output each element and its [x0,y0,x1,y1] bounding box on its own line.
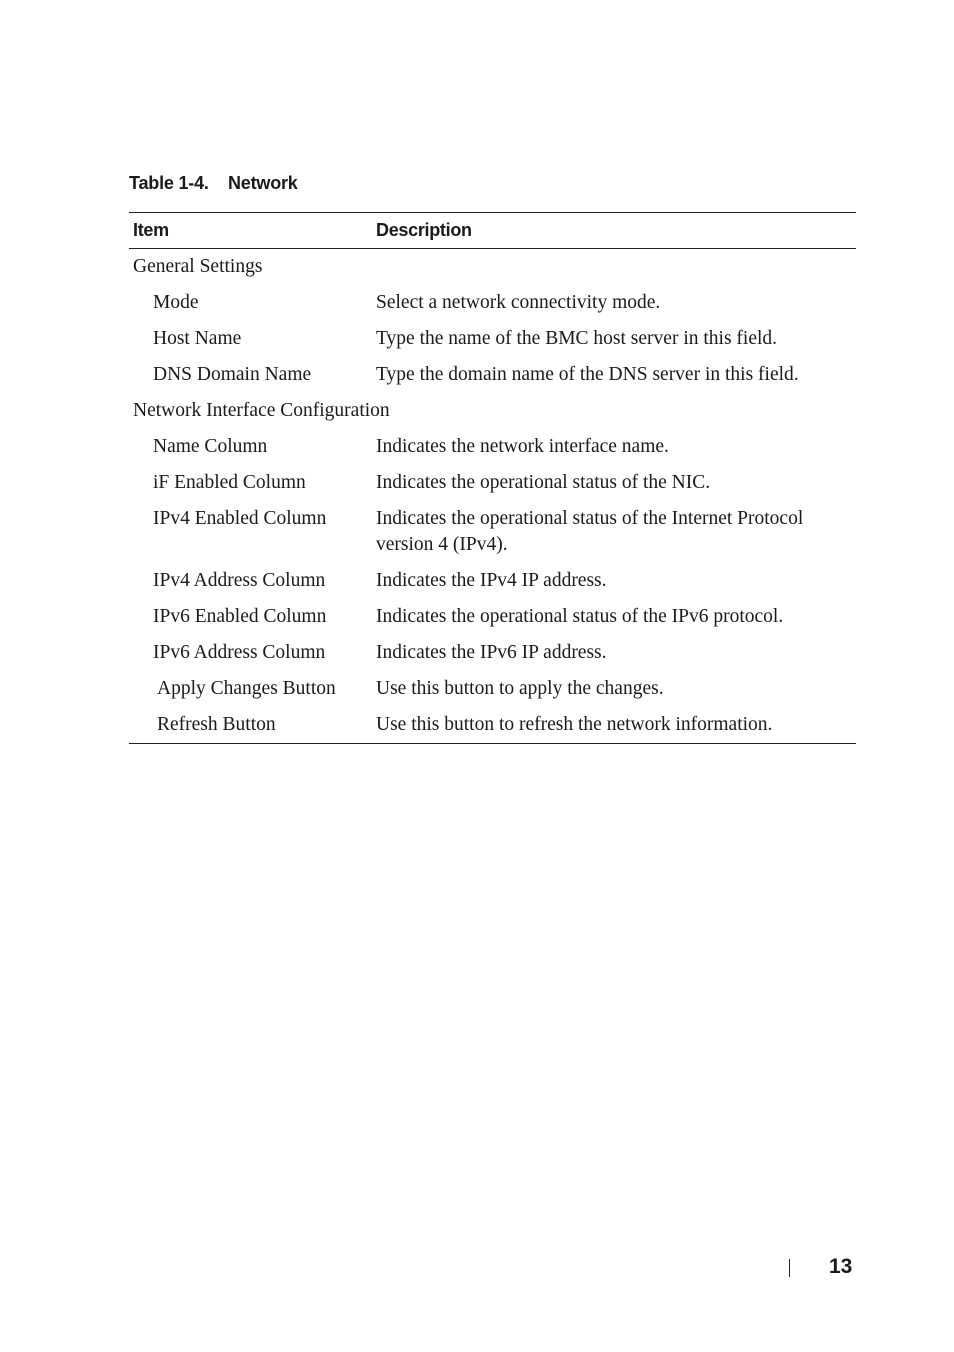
table-row [129,285,856,321]
item-cell: IPv6 Address Column [153,642,326,663]
table-row [129,429,856,465]
table-row [129,357,856,393]
item-cell: iF Enabled Column [153,472,306,493]
item-cell: Name Column [153,436,268,457]
table-row [129,321,856,357]
description-cell: Use this button to refresh the network information. [376,714,773,735]
description-cell: Use this button to apply the changes. [376,678,664,699]
network-table [129,212,856,744]
column-header-description: Description [376,219,472,240]
description-cell: Type the name of the BMC host server in this field. [376,328,778,349]
item-cell: IPv6 Enabled Column [153,606,327,627]
item-cell: Host Name [153,328,242,349]
description-cell: Select a network connectivity mode. [376,292,661,313]
table-row [129,599,856,635]
description-cell: Indicates the network interface name. [376,436,669,457]
table-row [129,563,856,599]
item-cell: IPv4 Address Column [153,570,326,591]
description-cell: Indicates the IPv6 IP address. [376,642,607,663]
footer-divider [789,1259,790,1277]
item-cell: Apply Changes Button [157,678,336,699]
table-caption [129,173,298,194]
table-row [129,671,856,707]
section-title-general-settings: General Settings [133,256,263,277]
section-row [129,249,856,286]
description-cell: Indicates the IPv4 IP address. [376,570,607,591]
description-cell: Indicates the operational status of the IPv6 protocol. [376,606,784,627]
section-title-network-interface-configuration: Network Interface Configuration [133,400,390,421]
item-cell: Refresh Button [157,714,276,735]
item-cell: Mode [153,292,199,313]
item-cell: DNS Domain Name [153,364,312,385]
table-row [129,501,856,563]
page-number: 13 [829,1255,853,1278]
section-row [129,393,856,429]
table-caption-title: Network [228,173,298,193]
item-cell: IPv4 Enabled Column [153,508,327,529]
description-cell: Type the domain name of the DNS server in this field. [376,364,799,385]
description-cell: Indicates the operational status of the Internet Protocol version 4 (IPv4). [376,508,804,555]
column-header-item: Item [133,219,169,240]
table-caption-number: Table 1-4. [129,173,209,193]
table-row [129,465,856,501]
table-row [129,707,856,744]
table-header-row [129,213,856,249]
description-cell: Indicates the operational status of the NIC. [376,472,711,493]
table-row [129,635,856,671]
